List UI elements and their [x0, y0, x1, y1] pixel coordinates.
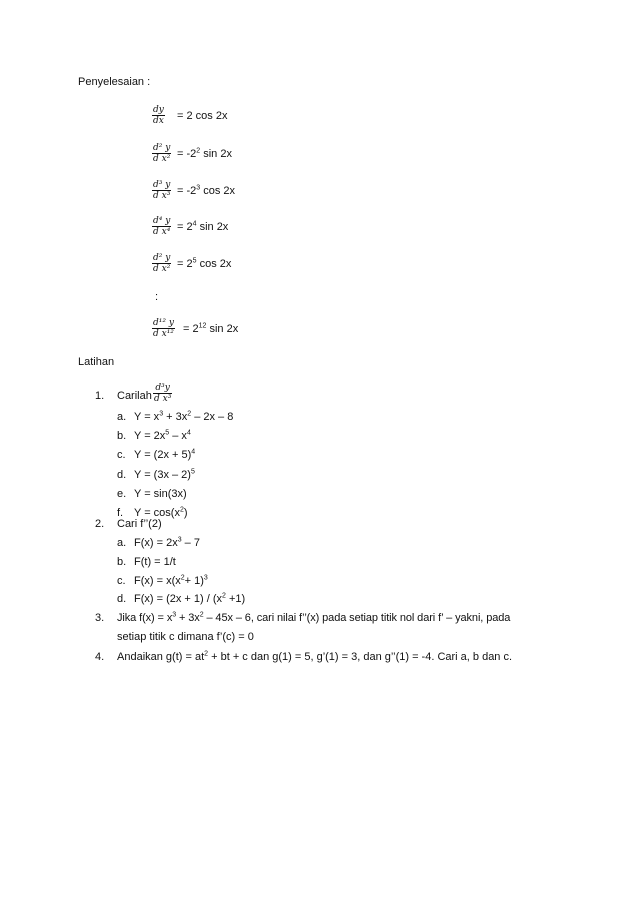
ellipsis: : [155, 291, 159, 303]
q2-number: 2. [95, 518, 105, 530]
item-expression: $F(x) = 2x^3 - 7$ [134, 536, 200, 549]
item-expression: $F(x) = x(x^2+ 1)^3$ [134, 573, 208, 587]
item-label: d. [117, 593, 127, 606]
rhs-trig: sin 2x [206, 323, 239, 335]
rhs-main: = 2 [177, 221, 193, 233]
rhs-exponent: 3 [196, 184, 201, 192]
solution-heading: Penyelesaian : [78, 76, 151, 88]
q4-line: Andaikan $g(t) = at^2$ + bt + c dan g(1) = 5, g’(1) = 3, dan g’’(1) = -4. Cari a, b dan c. [117, 650, 513, 663]
rhs-trig: sin 2x [196, 221, 229, 233]
q1-fraction-denominator: d x³ [154, 394, 172, 404]
derivative-numerator: dy [153, 105, 164, 115]
derivative-rhs [183, 323, 238, 335]
derivative-numerator: d⁴ y [153, 216, 171, 226]
derivative-numerator: d² y [153, 253, 171, 263]
item-label: a. [117, 537, 127, 549]
item-label: b. [117, 430, 127, 443]
derivative-rhs [177, 221, 228, 233]
derivative-numerator: d² y [153, 143, 171, 153]
item-label: f. [117, 507, 124, 519]
derivative-rhs [177, 258, 231, 270]
q3-line1: Jika $f(x) = x^3 + 3x^2 - 45x - 6$, cari nilai f’’(x) pada setiap titik nol dari f’ – yakni, pada [117, 611, 511, 624]
derivative-rhs [177, 148, 232, 160]
item-expression: $Y = x^3 + 3x^2 - 2x - 8$ [134, 410, 234, 423]
item-expression: F(t) = 1/t [134, 555, 176, 568]
derivative-denominator: d x² [153, 264, 171, 274]
exercise-heading: Latihan [78, 356, 115, 368]
derivative-denominator: d x¹² [153, 329, 174, 339]
item-label: b. [117, 555, 127, 568]
item-expression: $Y = (2x + 5)^4$ [134, 448, 196, 462]
derivative-numerator: d³ y [153, 180, 171, 190]
rhs-main: = -2 [177, 185, 197, 197]
q2-text: Cari f’’(2) [117, 518, 162, 530]
item-expression: Y = sin(3x) [134, 487, 187, 500]
rhs-main: = -2 [177, 148, 197, 160]
item-label: d. [117, 468, 127, 481]
item-expression: $Y = \cos(x^2)$ [134, 506, 188, 519]
rhs-main: = 2 cos 2x [177, 110, 228, 122]
rhs-exponent: 5 [192, 257, 197, 265]
derivative-denominator: dx [153, 116, 164, 126]
rhs-exponent: 2 [196, 147, 201, 155]
item-label: c. [117, 574, 126, 587]
q1-number: 1. [95, 390, 105, 402]
item-expression: $Y = 2x^5 - x^4$ [134, 429, 191, 443]
derivative-fraction [152, 253, 171, 274]
derivative-denominator: d x⁴ [153, 227, 171, 237]
q1-fraction-numerator: d³y [155, 383, 170, 393]
item-expression: $F(x) = (2x + 1) / (x^2 +1)$ [134, 592, 246, 606]
derivative-rhs [177, 110, 227, 122]
derivative-fraction [152, 318, 175, 339]
q1-fraction [153, 383, 172, 404]
derivative-denominator: d x² [153, 154, 171, 164]
q4-number: 4. [95, 651, 105, 663]
rhs-main: = 2 [183, 323, 199, 335]
q1-text: Carilah [117, 390, 152, 402]
item-label: c. [117, 449, 126, 462]
derivative-numerator: d¹² y [153, 318, 174, 328]
derivative-fraction [152, 143, 171, 164]
rhs-exponent: 12 [198, 322, 207, 330]
q3-number: 3. [95, 612, 105, 624]
rhs-exponent: 4 [192, 220, 197, 228]
derivative-rhs [177, 185, 235, 197]
rhs-trig: cos 2x [200, 185, 236, 197]
rhs-main: = 2 [177, 258, 193, 270]
q3-line2: setiap titik c dimana f’(c) = 0 [117, 631, 254, 643]
item-expression: Y = (3x – 2)$^5$ [134, 467, 195, 481]
derivative-fraction [152, 216, 171, 237]
derivative-denominator: d x³ [153, 191, 171, 201]
derivative-fraction [152, 105, 165, 126]
rhs-trig: cos 2x [196, 258, 232, 270]
rhs-trig: sin 2x [200, 148, 232, 160]
item-label: a. [117, 411, 127, 423]
item-label: e. [117, 487, 127, 500]
derivative-fraction [152, 180, 171, 201]
